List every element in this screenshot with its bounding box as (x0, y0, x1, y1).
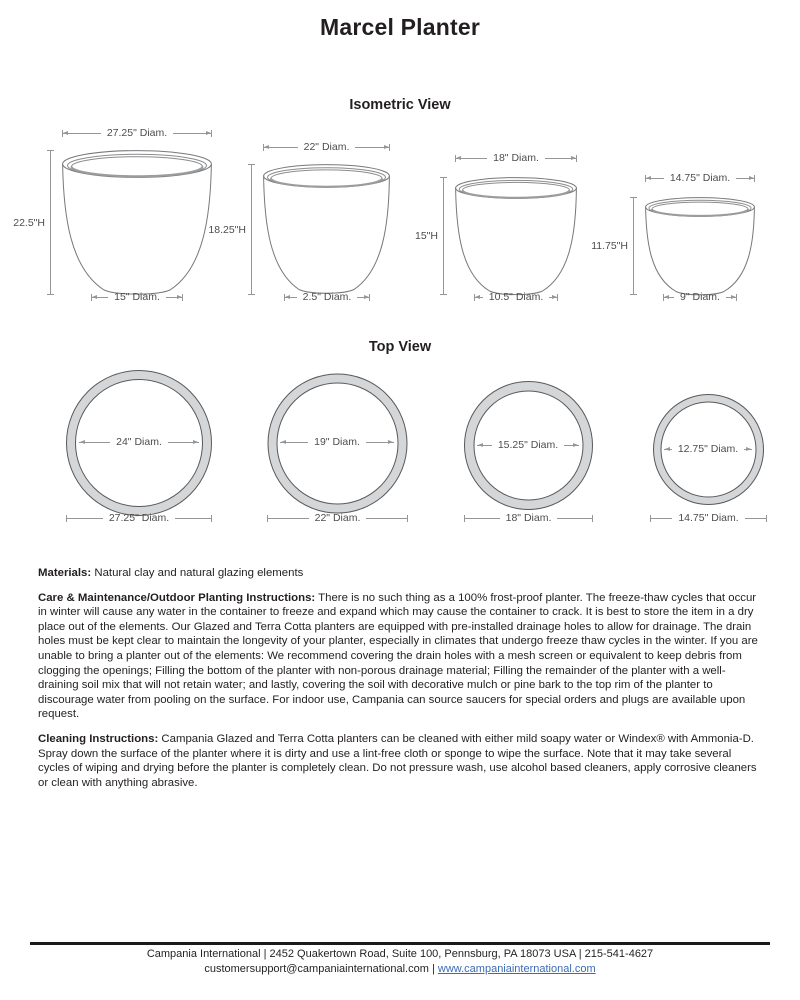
dim-line (175, 518, 212, 519)
footer-web-line (0, 963, 800, 975)
dim-line (455, 158, 487, 159)
dim-label: 27.25" Diam. (108, 512, 170, 524)
dim-label: 15" Diam. (114, 291, 160, 303)
dim-line (366, 518, 408, 519)
dim-label: 27.25" Diam. (106, 127, 168, 139)
dim-line (663, 297, 674, 298)
planter-figure (263, 164, 390, 296)
care-paragraph (38, 591, 764, 722)
dim-label: 12.75" Diam. (677, 443, 739, 455)
dim-line (355, 147, 390, 148)
dim-line (736, 178, 755, 179)
dim-line (564, 445, 579, 446)
bottom-diameter-dim (663, 293, 737, 302)
dim-label: 18" Diam. (493, 152, 539, 164)
footer-divider (30, 942, 770, 945)
dim-label: 24" Diam. (116, 436, 162, 448)
dim-label: 11.75"H (591, 240, 628, 252)
dim-line (66, 518, 103, 519)
dim-line (645, 178, 664, 179)
materials-label: Materials: (38, 567, 92, 579)
top-diameter-dim (645, 174, 755, 183)
care-label: Care & Maintenance/Outdoor Planting Instructions: (38, 591, 316, 604)
dim-line (173, 133, 212, 134)
dim-line (166, 297, 183, 298)
inner-diameter-dim (280, 438, 394, 447)
outer-diameter-dim (66, 514, 212, 523)
planter-figure (455, 177, 577, 297)
top-diameter-dim (455, 154, 577, 163)
inner-diameter-dim (477, 441, 579, 450)
dim-line (79, 442, 110, 443)
dim-label: 15"H (415, 230, 438, 242)
dim-line (267, 518, 309, 519)
dim-label: 14.75" Diam. (678, 512, 739, 524)
dim-line (263, 147, 298, 148)
dim-line (91, 297, 108, 298)
cleaning-label: Cleaning Instructions: (38, 732, 159, 745)
dim-label: 2.5" Diam. (302, 291, 352, 303)
footer-contact-line: Campania International | 2452 Quakertown Road, Suite 100, Pennsburg, PA 18073 USA | 215-541-4627 (146, 948, 654, 960)
bottom-diameter-dim (474, 293, 558, 302)
dim-line (464, 518, 500, 519)
dim-line (443, 177, 444, 295)
footer-separator: | (428, 963, 438, 975)
dim-label: 19" Diam. (314, 436, 360, 448)
page-title: Marcel Planter (319, 14, 481, 40)
top-diameter-dim (62, 129, 212, 138)
dim-label: 14.75" Diam. (669, 172, 731, 184)
dim-line (62, 133, 101, 134)
dim-label: 18" Diam. (505, 512, 552, 524)
dim-label: 22" Diam. (303, 141, 350, 153)
planter-figure (645, 197, 755, 297)
dim-line (650, 518, 672, 519)
inner-diameter-dim (79, 438, 199, 447)
planter-figure (62, 150, 212, 297)
care-text: There is no such thing as a 100% frost-proof planter. The freeze-thaw cycles that occur in winter will cause any water in the container to freeze and expand which may cause the container to crack. It is best to store the item in a dry place out of the elements. Our Glazed and Terra Cotta planters are equipped with pre-installed drainage holes to allow for drainage. The drain holes must be kept clear to maintain the longevity of your planter, especially in climates that undergo freeze thaw cycles in the winter. If you are unable to bring a planter out of the elements: We recommend covering the drain holes with a mesh screen or equivalent to keep debris from clogging the openings; Filling the bottom of the planter with non-porous drainage material; Filling the remainder of the planter with a well-draining soil mix that will not retain water; and lastly, covering the soil with decorative mulch or pine bark to the top rim of the planter to discourage water from pooling on the surface. For indoor use, Campania can source saucers for special orders and plugs are available upon request. (38, 591, 758, 721)
dim-line (50, 150, 51, 295)
dim-line (633, 197, 634, 295)
planter-drawing-svg (455, 177, 577, 297)
dim-label: 22.5"H (13, 216, 45, 229)
bottom-diameter-dim (91, 293, 183, 302)
dim-line (284, 297, 297, 298)
dim-label: 10.5" Diam. (488, 291, 544, 303)
outer-diameter-dim (464, 514, 593, 523)
planter-drawing-svg (645, 197, 755, 297)
footer-website-link[interactable]: www.campaniainternational.com (437, 963, 596, 975)
details-text-block (38, 566, 764, 800)
dim-line (744, 449, 752, 450)
dim-line (726, 297, 737, 298)
top-diameter-dim (263, 143, 390, 152)
dim-line (664, 449, 672, 450)
cleaning-paragraph (38, 732, 764, 790)
planter-drawing-svg (62, 150, 212, 297)
dim-line (474, 297, 483, 298)
dim-line (168, 442, 199, 443)
dim-line (545, 158, 577, 159)
bottom-diameter-dim (284, 293, 370, 302)
outer-diameter-dim (267, 514, 408, 523)
dim-line (251, 164, 252, 295)
dim-line (366, 442, 394, 443)
cleaning-text: Campania Glazed and Terra Cotta planters can be cleaned with either mild soapy water or Windex® with Ammonia-D. Spray down the surface of the planter where it is dirty and use a lint-free cloth or sponge to wipe the surface. Note that it may take several cycles of wiping and drying before the planter is completely clean. Do not pressure wash, use alcohol based cleaners, apply corrosive cleaners or clean with anything abrasive. (38, 732, 757, 789)
dim-line (745, 518, 767, 519)
dim-line (549, 297, 558, 298)
footer-email: customersupport@campaniainternational.com (204, 963, 429, 975)
outer-diameter-dim (650, 514, 767, 523)
materials-paragraph (38, 566, 764, 581)
dim-label: 15.25" Diam. (497, 439, 559, 451)
dim-label: 9" Diam. (680, 291, 720, 303)
section-heading-isometric: Isometric View (349, 97, 451, 113)
planter-drawing-svg (263, 164, 390, 296)
dim-label: 22" Diam. (314, 512, 361, 524)
dim-label: 18.25"H (208, 223, 246, 236)
dim-line (557, 518, 593, 519)
section-heading-top-view: Top View (368, 339, 432, 355)
inner-diameter-dim (664, 445, 752, 454)
dim-line (357, 297, 370, 298)
dim-line (280, 442, 308, 443)
materials-text: Natural clay and natural glazing elements (91, 567, 304, 579)
dim-line (477, 445, 492, 446)
